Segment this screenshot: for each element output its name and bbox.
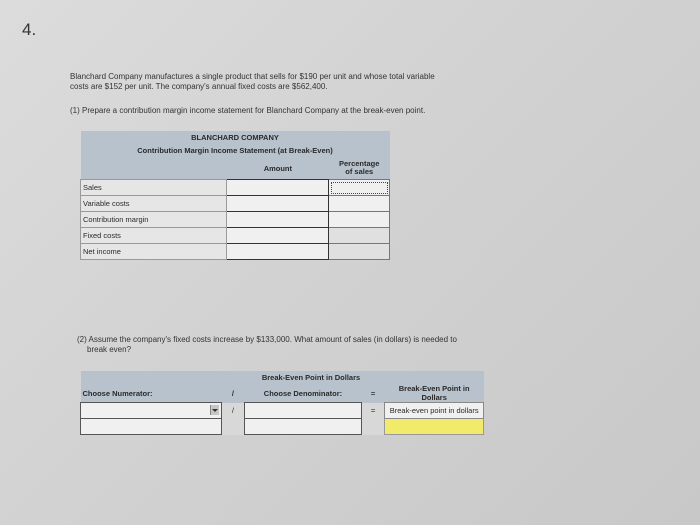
row-label-sales: Sales [81, 180, 227, 196]
row-label-fixed-costs: Fixed costs [81, 228, 227, 244]
denominator-label: Choose Denominator: [245, 384, 362, 403]
equals-operator: = [361, 384, 385, 403]
row-label-net-income: Net income [81, 244, 227, 260]
result-label: Break-Even Point in Dollars [385, 384, 484, 403]
question-number: 4. [22, 20, 37, 39]
break-even-result-input[interactable] [385, 419, 484, 435]
sales-amount-input[interactable] [227, 180, 329, 196]
denominator-input[interactable] [245, 403, 362, 419]
part2-instruction-line1: (2) Assume the company's fixed costs increase by $133,000. What amount of sales (in dollars) is needed to [77, 335, 457, 344]
intro-text-line1: Blanchard Company manufactures a single product that sells for $190 per unit and whose total variable [70, 72, 435, 81]
denominator-value-input[interactable] [245, 419, 362, 435]
contribution-margin-percent-input[interactable] [329, 212, 390, 228]
sales-percent-input[interactable] [329, 180, 390, 196]
label-column-header [81, 157, 227, 180]
table-row [81, 196, 390, 212]
table-row [81, 228, 390, 244]
table-row [81, 244, 390, 260]
variable-costs-amount-input[interactable] [227, 196, 329, 212]
table-row [81, 212, 390, 228]
break-even-table [80, 371, 484, 435]
fixed-costs-amount-input[interactable] [227, 228, 329, 244]
variable-costs-percent-input[interactable] [329, 196, 390, 212]
table-row [81, 180, 390, 196]
contribution-margin-amount-input[interactable] [227, 212, 329, 228]
statement-company-name: BLANCHARD COMPANY [81, 131, 390, 143]
equals-operator: = [361, 403, 385, 419]
row-label-variable-costs: Variable costs [81, 196, 227, 212]
part1-instruction: (1) Prepare a contribution margin income statement for Blanchard Company at the break-even point. [70, 106, 426, 115]
amount-column-header: Amount [227, 157, 329, 180]
income-statement-table [80, 131, 390, 260]
divide-operator: / [221, 403, 244, 419]
numerator-value-input[interactable] [81, 419, 222, 435]
numerator-select[interactable] [81, 403, 222, 419]
net-income-percent-cell [329, 244, 390, 260]
result-row-label: Break-even point in dollars [385, 403, 484, 419]
percent-column-header: Percentage of sales [329, 157, 390, 180]
intro-text-line2: costs are $152 per unit. The company's annual fixed costs are $562,400. [70, 82, 328, 91]
row-label-contribution-margin: Contribution margin [81, 212, 227, 228]
part2-instruction-line2: break even? [87, 345, 132, 354]
numerator-label: Choose Numerator: [81, 384, 222, 403]
net-income-amount-input[interactable] [227, 244, 329, 260]
divide-operator: / [221, 384, 244, 403]
statement-subtitle: Contribution Margin Income Statement (at Break-Even) [81, 143, 390, 157]
chevron-down-icon[interactable] [210, 405, 219, 415]
break-even-title: Break-Even Point in Dollars [81, 371, 484, 384]
fixed-costs-percent-cell [329, 228, 390, 244]
